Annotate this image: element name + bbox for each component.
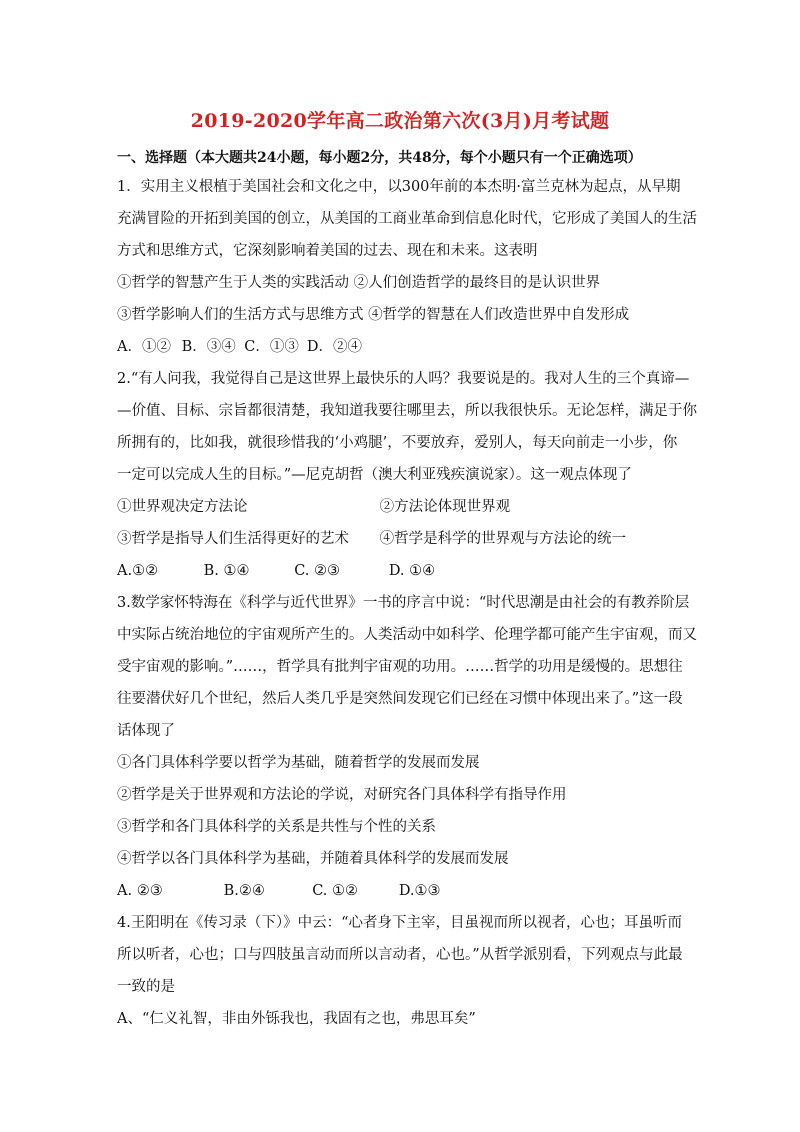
section-heading: 一、选择题（本大题共24小题，每小题2分，共48分，每个小题只有一个正确选项） [117,150,642,166]
question-3-choices [117,884,441,899]
question-1-choices [117,340,362,355]
choice-c: C. ①② [312,883,359,899]
question-2-text: 所拥有的，比如我，就很珍惜我的‘小鸡腿’，不要放弃，爱别人，每天向前走一小步，你 [117,435,678,451]
choice-a: A.①② [117,563,159,579]
choice-d: D. ①④ [388,563,436,579]
question-2-text: 2.“有人问我，我觉得自己是这世界上最快乐的人吗？我要说是的。我对人生的三个真谛— [117,371,690,387]
option-2: ②方法论体现世界观 [379,499,511,515]
choice-d: D.①③ [398,883,441,899]
question-4-text: 所以听者，心也；口与四肢虽言动而所以言动者，心也。”从哲学派别看，下列观点与此最 [117,947,683,963]
choice-a: A．①② [117,339,171,355]
question-3-option: ②哲学是关于世界观和方法论的学说，对研究各门具体科学有指导作用 [117,787,567,803]
question-3-text: 话体现了 [117,723,175,739]
question-3-option: ③哲学和各门具体科学的关系是共性与个性的关系 [117,819,436,835]
question-2-text: 一定可以完成人生的目标。”—尼克胡哲（澳大利亚残疾演说家）。这一观点体现了 [117,467,632,483]
question-2-options-34 [117,532,626,547]
question-2-text: —价值、目标、宗旨都很清楚，我知道我要往哪里去，所以我很快乐。无论怎样，满足于你 [117,403,697,419]
question-4-text: 一致的是 [117,979,175,995]
question-3-option: ④哲学以各门具体科学为基础，并随着具体科学的发展而发展 [117,851,509,867]
choice-b: B．③④ [181,339,236,355]
choice-b: B.②④ [223,883,265,899]
choice-d: D．②④ [306,339,362,355]
option-4: ④哲学是科学的世界观与方法论的统一 [379,531,627,547]
question-1-text: 充满冒险的开拓到美国的创立，从美国的工商业革命到信息化时代，它形成了美国人的生活 [117,211,697,227]
question-2-options-12 [117,500,510,515]
question-3-text: 中实际占统治地位的宇宙观所产生的。人类活动中如科学、伦理学都可能产生宇宙观，而又 [117,627,697,643]
question-4-text: 4.王阳明在《传习录（下）》中云：“心者身下主宰，目虽视而所以视者，心也；耳虽听而 [117,915,682,931]
question-3-option: ①各门具体科学要以哲学为基础，随着哲学的发展而发展 [117,755,480,771]
choice-c: C. ②③ [294,563,341,579]
question-3-text: 3.数学家怀特海在《科学与近代世界》一书的序言中说：“时代思潮是由社会的有教养阶层 [117,595,690,611]
option-3: ③哲学是指导人们生活得更好的艺术 [117,531,349,547]
question-1-options-12: ①哲学的智慧产生于人类的实践活动 ②人们创造哲学的最终目的是认识世界 [117,275,601,291]
question-3-text: 受宇宙观的影响。”……，哲学具有批判宇宙观的功用。……哲学的功用是缓慢的。思想往 [117,659,683,675]
choice-a: A. ②③ [117,883,163,899]
question-4-option-a: A、“仁义礼智，非由外铄我也，我固有之也，弗思耳矣” [117,1011,476,1027]
choice-b: B. ①④ [203,563,250,579]
question-2-choices [117,564,435,579]
choice-c: C．①③ [244,339,299,355]
option-1: ①世界观决定方法论 [117,499,248,515]
question-1-text: 方式和思维方式，它深刻影响着美国的过去、现在和未来。这表明 [117,243,538,259]
question-1-text: 1．实用主义根植于美国社会和文化之中，以300年前的本杰明·富兰克林为起点，从早期 [117,179,681,195]
exam-title: 2019-2020学年高二政治第六次(3月)月考试题 [190,110,610,132]
question-1-options-34: ③哲学影响人们的生活方式与思维方式 ④哲学的智慧在人们改造世界中自发形成 [117,307,630,323]
question-3-text: 往要潜伏好几个世纪，然后人类几乎是突然间发现它们已经在习惯中体现出来了。”这一段 [117,691,683,707]
